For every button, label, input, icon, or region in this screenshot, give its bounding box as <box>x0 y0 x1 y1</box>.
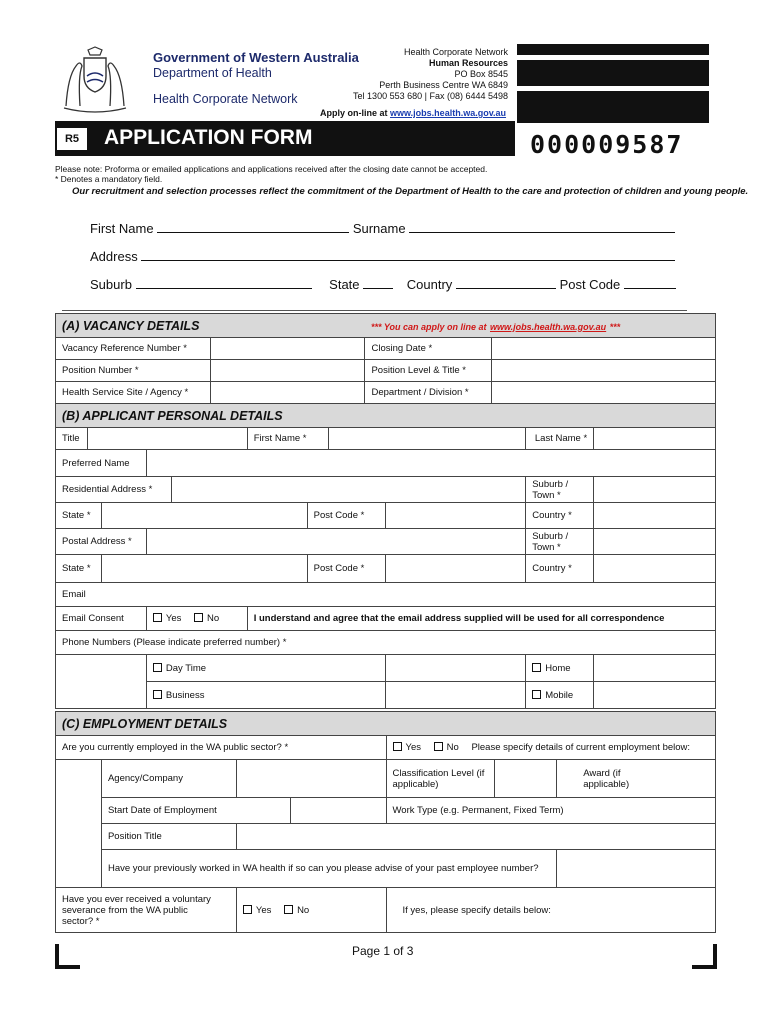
first-name-label: First Name * <box>247 428 328 450</box>
consent-no-checkbox[interactable] <box>194 613 203 622</box>
closing-date-label: Closing Date * <box>365 338 492 360</box>
work-type-label: Work Type (e.g. Permanent, Fixed Term) <box>386 798 716 824</box>
res-postcode-label: Post Code * <box>307 503 385 529</box>
department-label: Department / Division * <box>365 382 492 404</box>
mobile-option: Mobile <box>526 682 594 709</box>
severance-details[interactable]: If yes, please specify details below: <box>386 888 716 933</box>
postal-state-field[interactable] <box>101 555 307 583</box>
vacancy-ref-field[interactable] <box>210 338 365 360</box>
res-state-label: State * <box>56 503 102 529</box>
personal-heading: (B) APPLICANT PERSONAL DETAILS <box>56 404 716 428</box>
dept-name: Department of Health <box>153 66 272 80</box>
barcode-bar <box>517 60 709 86</box>
daytime-field[interactable] <box>385 655 526 682</box>
email-label: Email <box>62 589 86 600</box>
email-row[interactable] <box>56 583 716 607</box>
agency-label: Agency/Company <box>101 760 236 798</box>
res-suburb-label: Suburb / Town * <box>526 477 594 503</box>
barcode-bar <box>517 91 709 123</box>
wa-no-checkbox[interactable] <box>434 742 443 751</box>
res-country-label: Country * <box>526 503 594 529</box>
start-date-field[interactable] <box>290 798 386 824</box>
postal-state-label: State * <box>56 555 102 583</box>
position-level-field[interactable] <box>492 360 716 382</box>
email-consent-options: Yes No <box>146 607 247 631</box>
home-option: Home <box>526 655 594 682</box>
preferred-name-label: Preferred Name <box>56 450 147 477</box>
quick-suburb-row: Suburb State Country Post Code <box>90 277 676 292</box>
address-line[interactable] <box>141 249 675 261</box>
postal-country-label: Country * <box>526 555 594 583</box>
first-name-line[interactable] <box>157 221 349 233</box>
personal-table <box>55 403 716 709</box>
quick-address-row: Address <box>90 249 675 264</box>
consent-yes-checkbox[interactable] <box>153 613 162 622</box>
contact-address: Health Corporate Network Human Resources PO Box 8545 Perth Business Centre WA 6849 Tel 1300 553 680 | Fax (08) 6444 5498 <box>353 47 508 101</box>
position-title-field[interactable] <box>236 824 715 850</box>
state-line[interactable] <box>363 277 393 289</box>
serial-number: 000009587 <box>530 130 684 159</box>
postal-postcode-field[interactable] <box>385 555 526 583</box>
vacancy-apply-note: *** You can apply on line at www.jobs.health.wa.gov.au *** <box>365 314 716 338</box>
vacancy-jobs-link[interactable]: www.jobs.health.wa.gov.au <box>489 321 607 332</box>
wa-sector-options: Yes No Please specify details of current employment below: <box>386 736 716 760</box>
vacancy-heading: (A) VACANCY DETAILS <box>56 314 365 338</box>
site-field[interactable] <box>210 382 365 404</box>
suburb-line[interactable] <box>136 277 312 289</box>
title-label: Title <box>56 428 88 450</box>
severance-question: Have you ever received a voluntary severance from the WA public sector? * <box>56 888 237 933</box>
postal-postcode-label: Post Code * <box>307 555 385 583</box>
past-employee-field[interactable] <box>557 850 716 888</box>
res-postcode-field[interactable] <box>385 503 526 529</box>
daytime-option: Day Time <box>146 655 385 682</box>
corner-mark-right <box>692 944 717 969</box>
position-number-label: Position Number * <box>56 360 211 382</box>
department-field[interactable] <box>492 382 716 404</box>
notes: Please note: Proforma or emailed applications and applications received after the closing date cannot be accepted. * Denotes a mandatory field. <box>55 164 488 184</box>
country-line[interactable] <box>456 277 556 289</box>
res-suburb-field[interactable] <box>594 477 716 503</box>
quick-name-row: First Name Surname <box>90 221 675 236</box>
separator <box>62 310 687 311</box>
postal-address-field[interactable] <box>146 529 525 555</box>
mobile-field[interactable] <box>594 682 716 709</box>
start-date-label: Start Date of Employment <box>101 798 290 824</box>
form-title: APPLICATION FORM <box>104 126 313 149</box>
res-address-field[interactable] <box>171 477 525 503</box>
business-checkbox[interactable] <box>153 690 162 699</box>
title-field[interactable] <box>87 428 247 450</box>
position-level-label: Position Level & Title * <box>365 360 492 382</box>
apply-online: Apply on-line at www.jobs.health.wa.gov.au <box>320 108 507 118</box>
postal-address-label: Postal Address * <box>56 529 147 555</box>
preferred-name-field[interactable] <box>146 450 715 477</box>
barcode-bar <box>517 44 709 55</box>
phone-numbers-label: Phone Numbers (Please indicate preferred number) * <box>56 631 716 655</box>
wa-yes-checkbox[interactable] <box>393 742 402 751</box>
surname-line[interactable] <box>409 221 675 233</box>
last-name-field[interactable] <box>594 428 716 450</box>
commitment-statement: Our recruitment and selection processes reflect the commitment of the Department of Health to the care and protection of children and young people. <box>72 186 749 197</box>
email-consent-label: Email Consent <box>56 607 147 631</box>
home-checkbox[interactable] <box>532 663 541 672</box>
last-name-label: Last Name * <box>526 428 594 450</box>
closing-date-field[interactable] <box>492 338 716 360</box>
past-employee-question: Have your previously worked in WA health if so can you please advise of your past employee number? <box>101 850 556 888</box>
vacancy-ref-label: Vacancy Reference Number * <box>56 338 211 360</box>
mobile-checkbox[interactable] <box>532 690 541 699</box>
wa-sector-question: Are you currently employed in the WA public sector? * <box>56 736 387 760</box>
employment-table <box>55 711 716 933</box>
classification-label: Classification Level (if applicable) <box>386 760 495 798</box>
page-number: Page 1 of 3 <box>352 944 414 958</box>
award-label: Award (if applicable) <box>557 760 716 798</box>
daytime-checkbox[interactable] <box>153 663 162 672</box>
consent-text: I understand and agree that the email address supplied will be used for all correspondence <box>247 607 715 631</box>
position-number-field[interactable] <box>210 360 365 382</box>
wa-government-crest <box>58 46 132 116</box>
postal-country-field[interactable] <box>594 555 716 583</box>
postal-suburb-label: Suburb / Town * <box>526 529 594 555</box>
res-country-field[interactable] <box>594 503 716 529</box>
post-code-line[interactable] <box>624 277 676 289</box>
agency-field[interactable] <box>236 760 386 798</box>
business-field[interactable] <box>385 682 526 709</box>
site-label: Health Service Site / Agency * <box>56 382 211 404</box>
severance-yes-checkbox[interactable] <box>243 905 252 914</box>
business-option: Business <box>146 682 385 709</box>
classification-field[interactable] <box>495 760 557 798</box>
postal-suburb-field[interactable] <box>594 529 716 555</box>
home-field[interactable] <box>594 655 716 682</box>
employment-heading: (C) EMPLOYMENT DETAILS <box>56 712 716 736</box>
vacancy-table <box>55 313 716 404</box>
severance-options: Yes No <box>236 888 386 933</box>
position-title-label: Position Title <box>101 824 236 850</box>
network-name: Health Corporate Network <box>153 92 298 106</box>
jobs-link[interactable]: www.jobs.health.wa.gov.au <box>390 108 507 118</box>
gov-name: Government of Western Australia <box>153 50 359 65</box>
res-address-label: Residential Address * <box>56 477 172 503</box>
severance-no-checkbox[interactable] <box>284 905 293 914</box>
corner-mark-left <box>55 944 80 969</box>
res-state-field[interactable] <box>101 503 307 529</box>
first-name-field[interactable] <box>328 428 526 450</box>
form-code: R5 <box>57 128 87 150</box>
